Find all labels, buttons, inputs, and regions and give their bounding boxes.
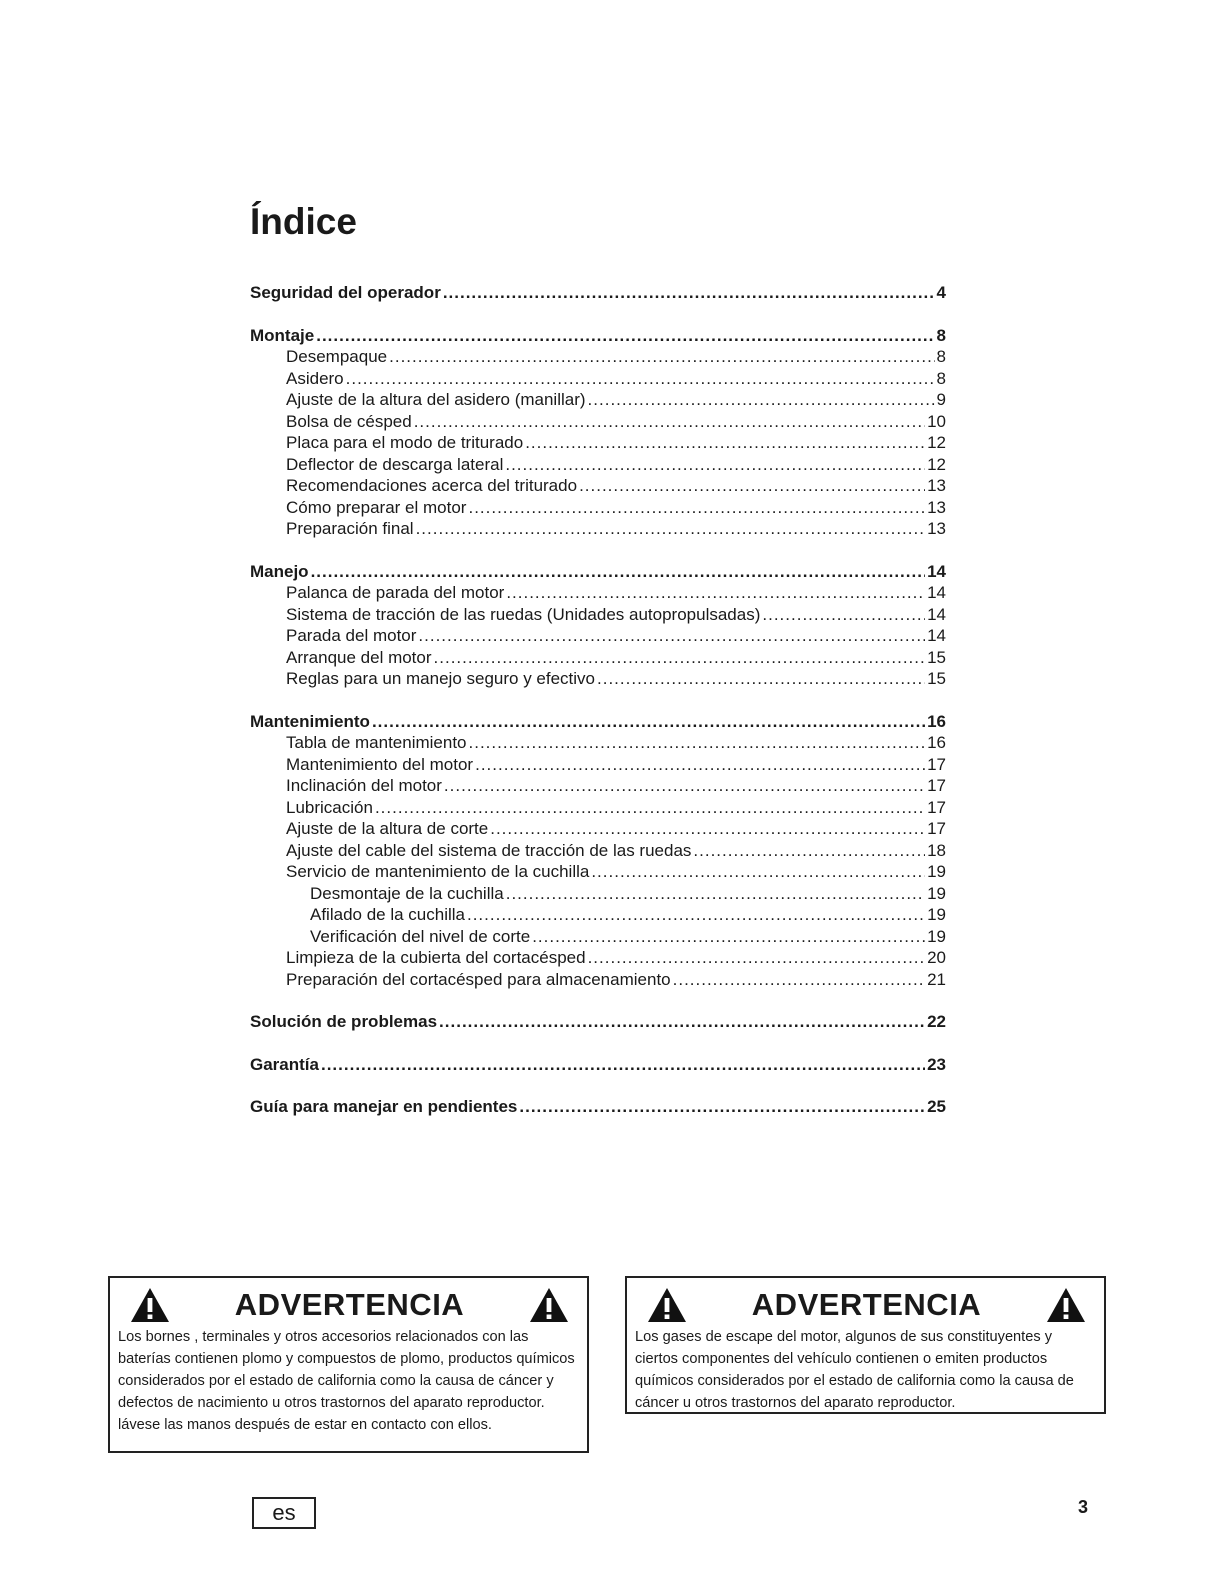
toc-entry-label: Lubricación <box>286 797 373 817</box>
toc-entry-page: 19 <box>927 883 946 903</box>
toc-dot-leader <box>439 1012 925 1032</box>
toc-dot-leader <box>346 369 935 389</box>
page-number: 3 <box>1078 1497 1089 1517</box>
toc-entry-label: Afilado de la cuchilla <box>310 905 465 924</box>
toc-entry-page: 17 <box>927 797 946 817</box>
toc-entry-label: Cómo preparar el motor <box>286 497 467 517</box>
toc-entry-label: Placa para el modo de triturado <box>286 433 524 452</box>
toc-entry-page: 4 <box>936 283 946 302</box>
toc-entry-page: 19 <box>927 905 946 924</box>
toc-entry-label: Solución de problemas <box>250 1012 438 1031</box>
toc-entry <box>250 369 946 391</box>
toc-entry-label: Preparación final <box>286 519 414 538</box>
toc-group <box>250 1055 946 1077</box>
toc-entry-page: 14 <box>927 604 946 624</box>
toc-section-entry <box>250 562 946 584</box>
toc-entry-label: Parada del motor <box>286 626 417 645</box>
toc-dot-leader <box>693 841 925 861</box>
toc-entry-label: Verificación del nivel de corte <box>310 926 531 946</box>
toc-entry-page: 21 <box>927 969 946 989</box>
toc-entry <box>250 648 946 670</box>
warning-text: Los bornes , terminales y otros accesorios relacionados con las baterías contienen plomo y compuestos de plomo, productos químicos considerados por el estado de california como la causa de cáncer y defectos de nacimiento u otros trastornos del aparato reproductor. lávese las manos después de estar en contacto con ellos. <box>118 1329 575 1433</box>
warning-triangle-icon <box>1046 1287 1086 1323</box>
toc-entry <box>250 970 946 992</box>
toc-dot-leader <box>490 819 925 839</box>
toc-dot-leader <box>597 669 925 689</box>
toc-section-entry <box>250 712 946 734</box>
warning-triangle-icon <box>647 1287 687 1323</box>
toc-dot-leader <box>579 476 925 496</box>
toc-dot-leader <box>506 583 925 603</box>
page-title: Índice <box>250 201 357 242</box>
toc-dot-leader <box>505 455 925 475</box>
toc-entry-label: Ajuste del cable del sistema de tracción de las ruedas <box>286 840 692 860</box>
exhaust-warning-box <box>625 1276 1106 1414</box>
toc-entry-page: 14 <box>927 583 946 602</box>
toc-dot-leader <box>525 433 925 453</box>
toc-entry <box>250 412 946 434</box>
toc-entry <box>250 798 946 820</box>
toc-entry <box>250 755 946 777</box>
toc-entry <box>250 583 946 605</box>
toc-dot-leader <box>469 733 926 753</box>
warning-triangle-icon <box>529 1287 569 1323</box>
toc-dot-leader <box>588 390 935 410</box>
toc-entry-label: Ajuste de la altura del asidero (manillar) <box>286 390 586 409</box>
toc-entry <box>250 605 946 627</box>
toc-entry <box>250 948 946 970</box>
toc-entry-label: Desmontaje de la cuchilla <box>310 883 504 903</box>
toc-dot-leader <box>443 283 935 303</box>
toc-entry-label: Servicio de mantenimiento de la cuchilla <box>286 862 590 881</box>
toc-section-entry <box>250 1012 946 1034</box>
toc-entry-page: 17 <box>927 819 946 838</box>
toc-section-entry <box>250 1055 946 1077</box>
toc-dot-leader <box>418 626 925 646</box>
toc-entry-page: 17 <box>927 776 946 795</box>
toc-entry-page: 14 <box>927 561 946 581</box>
toc-dot-leader <box>321 1055 925 1075</box>
toc-dot-leader <box>467 905 925 925</box>
toc-dot-leader <box>506 884 925 904</box>
toc-entry-label: Mantenimiento del motor <box>286 754 474 774</box>
toc-entry <box>250 776 946 798</box>
toc-dot-leader <box>588 948 926 968</box>
toc-section-entry <box>250 326 946 348</box>
battery-warning-box <box>108 1276 589 1453</box>
toc-dot-leader <box>519 1097 925 1117</box>
toc-section-entry <box>250 1097 946 1119</box>
toc-entry <box>250 455 946 477</box>
toc-entry-page: 25 <box>927 1097 946 1116</box>
toc-entry-label: Desempaque <box>286 347 388 366</box>
toc-entry-label: Garantía <box>250 1054 319 1074</box>
warning-text: Los gases de escape del motor, algunos de sus constituyentes y ciertos componentes del vehículo contienen o emiten productos químicos considerados por el estado de california como la causa de cáncer u otros trastornos del aparato reproductor. <box>635 1329 1074 1411</box>
toc-entry <box>250 626 946 648</box>
toc-entry-label: Seguridad del operador <box>250 283 441 302</box>
toc-entry-label: Ajuste de la altura de corte <box>286 819 489 838</box>
toc-entry <box>250 347 946 369</box>
toc-entry-page: 15 <box>927 669 946 688</box>
toc-entry-label: Asidero <box>286 368 344 388</box>
toc-entry-page: 13 <box>927 497 946 517</box>
toc-dot-leader <box>762 605 925 625</box>
warning-header <box>118 1286 581 1324</box>
toc-entry-page: 12 <box>927 433 946 452</box>
toc-dot-leader <box>444 776 925 796</box>
toc-entry-page: 8 <box>936 325 946 345</box>
toc-entry-page: 14 <box>927 626 946 645</box>
toc-entry-page: 16 <box>927 711 946 731</box>
toc-section-entry <box>250 283 946 305</box>
toc-entry-page: 19 <box>927 926 946 946</box>
toc-entry-page: 13 <box>927 519 946 538</box>
toc-entry-label: Guía para manejar en pendientes <box>250 1097 518 1116</box>
toc-entry <box>250 927 946 949</box>
toc-entry-page: 8 <box>936 368 946 388</box>
toc-entry-label: Montaje <box>250 325 315 345</box>
toc-dot-leader <box>389 347 934 367</box>
toc-entry-page: 19 <box>927 862 946 881</box>
toc-entry <box>250 733 946 755</box>
toc-entry-label: Preparación del cortacésped para almacenamiento <box>286 969 671 989</box>
toc-group <box>250 712 946 992</box>
toc-entry-page: 15 <box>927 647 946 667</box>
toc-group <box>250 326 946 541</box>
toc-entry-label: Sistema de tracción de las ruedas (Unidades autopropulsadas) <box>286 604 761 624</box>
toc-entry-page: 12 <box>927 454 946 474</box>
toc-entry-page: 16 <box>927 733 946 752</box>
toc-entry <box>250 519 946 541</box>
toc-dot-leader <box>316 326 934 346</box>
toc-entry-label: Reglas para un manejo seguro y efectivo <box>286 669 596 688</box>
warning-triangle-icon <box>130 1287 170 1323</box>
warning-header <box>635 1286 1098 1324</box>
toc-dot-leader <box>372 712 925 732</box>
toc-entry <box>250 498 946 520</box>
toc-dot-leader <box>414 412 925 432</box>
toc-entry-label: Limpieza de la cubierta del cortacésped <box>286 948 586 967</box>
toc-entry-page: 23 <box>927 1054 946 1074</box>
toc-entry-page: 8 <box>936 347 946 366</box>
toc-entry-page: 18 <box>927 840 946 860</box>
toc-dot-leader <box>416 519 926 539</box>
toc-entry <box>250 862 946 884</box>
toc-entry-label: Mantenimiento <box>250 711 370 731</box>
toc-entry-label: Inclinación del motor <box>286 776 442 795</box>
toc-entry <box>250 905 946 927</box>
toc-dot-leader <box>475 755 925 775</box>
toc-dot-leader <box>532 927 925 947</box>
toc-entry-page: 17 <box>927 754 946 774</box>
toc-entry <box>250 433 946 455</box>
toc-entry-label: Manejo <box>250 561 309 581</box>
language-badge: es <box>252 1497 316 1529</box>
toc-entry-label: Arranque del motor <box>286 647 432 667</box>
toc-dot-leader <box>673 970 925 990</box>
toc-group <box>250 1012 946 1034</box>
toc-dot-leader <box>434 648 926 668</box>
toc-entry <box>250 390 946 412</box>
warning-title: ADVERTENCIA <box>751 1287 982 1322</box>
toc-entry <box>250 669 946 691</box>
toc-entry <box>250 884 946 906</box>
toc-entry-label: Tabla de mantenimiento <box>286 733 467 752</box>
warning-title: ADVERTENCIA <box>234 1287 465 1322</box>
toc-entry-page: 22 <box>927 1012 946 1031</box>
toc-dot-leader <box>468 498 925 518</box>
toc-entry-page: 9 <box>936 390 946 409</box>
toc-entry-page: 13 <box>927 476 946 495</box>
toc-group <box>250 1097 946 1119</box>
toc-entry-label: Deflector de descarga lateral <box>286 454 504 474</box>
toc-group <box>250 283 946 305</box>
toc-group <box>250 562 946 691</box>
toc-entry-page: 20 <box>927 948 946 967</box>
toc-entry-label: Bolsa de césped <box>286 411 412 431</box>
toc-entry-label: Palanca de parada del motor <box>286 583 505 602</box>
toc-entry <box>250 841 946 863</box>
toc-entry <box>250 476 946 498</box>
toc-entry <box>250 819 946 841</box>
toc-dot-leader <box>375 798 925 818</box>
toc-dot-leader <box>311 562 926 582</box>
table-of-contents <box>250 283 946 1140</box>
toc-entry-label: Recomendaciones acerca del triturado <box>286 476 578 495</box>
toc-dot-leader <box>591 862 925 882</box>
toc-entry-page: 10 <box>927 411 946 431</box>
